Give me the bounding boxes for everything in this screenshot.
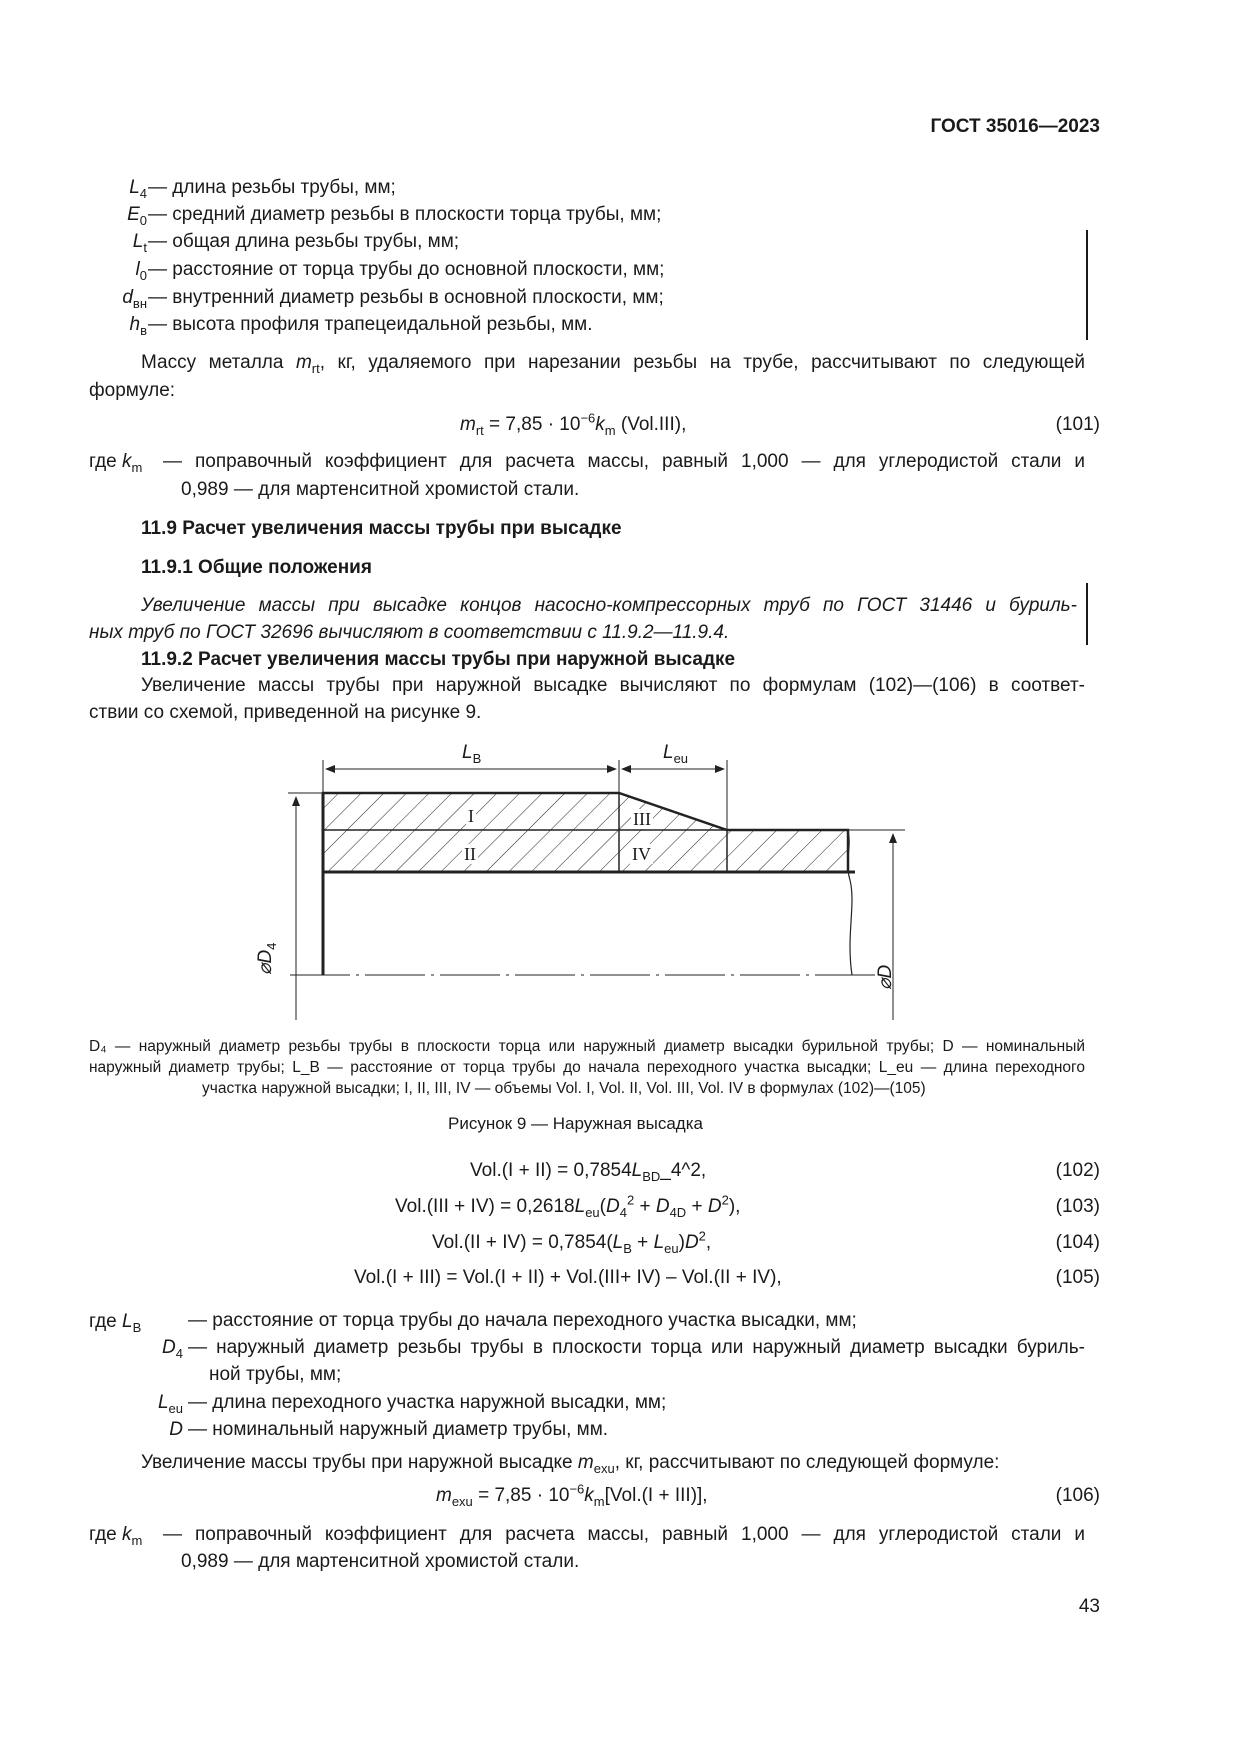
def-text: — расстояние от торца трубы до основной плоскости, мм; [148, 259, 665, 280]
legend-row [89, 1310, 141, 1334]
formula-number-104: (104) [1055, 1232, 1100, 1253]
subscript: 4 [175, 1345, 183, 1361]
def-symbol: l [135, 259, 140, 280]
subscript: exu [593, 1460, 615, 1476]
symbol-k: k [122, 451, 132, 472]
dim-d4-label [254, 943, 277, 975]
def-text: — средний диаметр резьбы в плоскости торца трубы, мм; [148, 204, 662, 225]
formula-103: $Vol.(III + IV) = 0,2618L_{eu}(D_4^2 + D_{4D} + D^2)$, [395, 1192, 741, 1220]
dim-d-label: ⌀D [875, 964, 896, 990]
formula-text: = 7,85 · 10 [483, 414, 581, 435]
formula-104: $Vol.(II + IV) = 0,7854(L_В + L_{eu})D^2$, [432, 1228, 712, 1256]
symbol: m [460, 414, 476, 435]
symbol-m: m [295, 352, 312, 373]
subscript: m [593, 1493, 605, 1509]
superscript: −6 [580, 410, 596, 426]
def-text: — общая длина резьбы трубы, мм; [148, 231, 460, 252]
formula-text: = 7,85 · 10 [472, 1485, 570, 1506]
para-text: , кг, рассчитывают по следующей формуле: [614, 1452, 1000, 1473]
para-exu [141, 1451, 999, 1475]
def-text: — длина резьбы трубы, мм; [148, 177, 396, 198]
formula-number-103: (103) [1055, 1196, 1100, 1217]
subscript: m [131, 1532, 143, 1548]
figure-title: Рисунок 9 — Наружная высадка [448, 1114, 703, 1133]
symbol-k: k [122, 1524, 132, 1545]
subscript: m [604, 422, 616, 438]
subscript: В [132, 1319, 142, 1335]
formula-105: Vol.(I + III) = Vol.(I + II) + Vol.(III+ IV) – Vol.(II + IV), [354, 1267, 782, 1288]
legend-text-cont: ной трубы, мм; [209, 1364, 342, 1385]
section-11-9-1: 11.9.1 Общие положения [141, 557, 372, 578]
subscript: rt [475, 422, 484, 438]
def-subscript: 4 [139, 185, 147, 201]
para-text: Увеличение массы трубы при наружной высадке [141, 1452, 578, 1473]
formula-102: $Vol.(I + II) = 0,7854L_{ВD}\_4\^{}2$, [470, 1160, 707, 1184]
def-subscript: t [143, 239, 147, 255]
def-symbol: L [129, 177, 140, 198]
caption-line3: участка наружной высадки; I, II, III, IV — объемы Vol. I, Vol. II, Vol. III, Vol. IV в формулах (102)—(105) [202, 1080, 926, 1097]
caption-line2: наружный диаметр трубы; L_В — расстояние от торца трубы до начала переходного участка высадки; L_eu — длина переходного [89, 1059, 1085, 1076]
section-11-9: 11.9 Расчет увеличения массы трубы при высадке [141, 518, 622, 539]
symbol: D [162, 1337, 176, 1358]
formula-number-101: (101) [1055, 414, 1100, 435]
label-text: L [663, 742, 674, 763]
where-prefix: где [89, 1311, 123, 1332]
legend-symbol [113, 1337, 183, 1359]
def-subscript: в [140, 322, 147, 338]
zone-label-III: III [633, 809, 651, 829]
def-symbol: h [129, 314, 141, 335]
para-text: , кг, удаляемого при нарезании резьбы на трубе, рассчитывают по следующей [319, 352, 1085, 373]
zone-label-I: I [468, 806, 474, 826]
where-km-2-line2: 0,989 — для мартенситной хромистой стали. [181, 1551, 580, 1572]
italic-para-line1: Увеличение массы при высадке концов насосно-компрессорных труб по ГОСТ 31446 и буриль- [141, 595, 1077, 616]
symbol: m [436, 1485, 452, 1506]
where-km-2 [89, 1523, 142, 1547]
para-ext-line2: ствии со схемой, приведенной на рисунке 9. [89, 702, 482, 723]
dim-lb-label [462, 742, 481, 764]
break-line [848, 830, 852, 975]
subscript: 4 [263, 942, 279, 950]
label-text: ⌀D [255, 949, 276, 975]
where-km-2-line1: — поправочный коэффициент для расчета массы, равный 1,000 — для углеродистой стали и [163, 1524, 1085, 1545]
subscript: eu [168, 1400, 183, 1416]
formula-text: [Vol.(I + III)], [604, 1485, 708, 1506]
formula-number-105: (105) [1055, 1267, 1100, 1288]
legend-text: — номинальный наружный диаметр трубы, мм. [188, 1419, 609, 1440]
label-text: L [462, 742, 473, 763]
legend-symbol [113, 1392, 183, 1414]
zone-label-IV: IV [632, 844, 651, 864]
caption-line1: D₄ — наружный диаметр резьбы трубы в плоскости торца или наружный диаметр высадки бурильной трубы; D — номинальный [89, 1038, 1085, 1055]
where-prefix: где [89, 1524, 123, 1545]
superscript: −6 [569, 1481, 585, 1497]
def-subscript: вн [132, 295, 147, 311]
def-symbol: d [122, 287, 133, 308]
subscript: eu [673, 750, 689, 766]
para-mass-line2: формуле: [89, 380, 176, 401]
where-km-1-line1: — поправочный коэффициент для расчета массы, равный 1,000 — для углеродистой стали и [163, 451, 1085, 472]
symbol: L [122, 1311, 133, 1332]
dim-leu-label [663, 742, 688, 764]
symbol-m: m [577, 1452, 594, 1473]
formula-number-102: (102) [1055, 1160, 1100, 1181]
legend-text: — наружный диаметр резьбы трубы в плоскости торца или наружный диаметр высадки буриль- [188, 1337, 1085, 1358]
legend-text: — длина переходного участка наружной высадки, мм; [188, 1392, 667, 1413]
zone-label-II: II [464, 844, 476, 864]
formula-number-106: (106) [1055, 1485, 1100, 1506]
def-text: — высота профиля трапецеидальной резьбы, мм. [148, 314, 593, 335]
def-symbol: E [127, 204, 140, 225]
para-text: Массу металла [141, 352, 296, 373]
def-symbol: L [132, 231, 144, 252]
subscript: rt [311, 360, 320, 376]
where-km-1-line2: 0,989 — для мартенситной хромистой стали. [181, 479, 580, 500]
symbol: L [157, 1392, 169, 1413]
upset-hatched-section [323, 793, 848, 872]
page-number: 43 [1078, 1596, 1100, 1617]
symbol: k [584, 1485, 594, 1506]
italic-para-line2: ных труб по ГОСТ 32696 вычисляют в соответствии с 11.9.2—11.9.4. [89, 622, 730, 643]
formula-106 [436, 1481, 708, 1509]
def-subscript: 0 [139, 267, 147, 283]
para-ext-line1: Увеличение массы трубы при наружной высадке вычисляют по формулам (102)—(106) в соответ- [141, 675, 1085, 696]
legend-symbol: D [169, 1419, 183, 1440]
def-subscript: 0 [139, 212, 147, 228]
legend-text: — расстояние от торца трубы до начала переходного участка высадки, мм; [188, 1310, 857, 1331]
formula-text: (Vol.III), [615, 414, 687, 435]
subscript: В [472, 750, 482, 766]
symbol: k [595, 414, 605, 435]
def-text: — внутренний диаметр резьбы в основной плоскости, мм; [148, 287, 664, 308]
subscript: m [131, 459, 143, 475]
subscript: exu [451, 1493, 473, 1509]
where-prefix: где [89, 451, 123, 472]
section-11-9-2: 11.9.2 Расчет увеличения массы трубы при наружной высадке [141, 649, 736, 670]
doc-id: ГОСТ 35016—2023 [930, 116, 1100, 137]
